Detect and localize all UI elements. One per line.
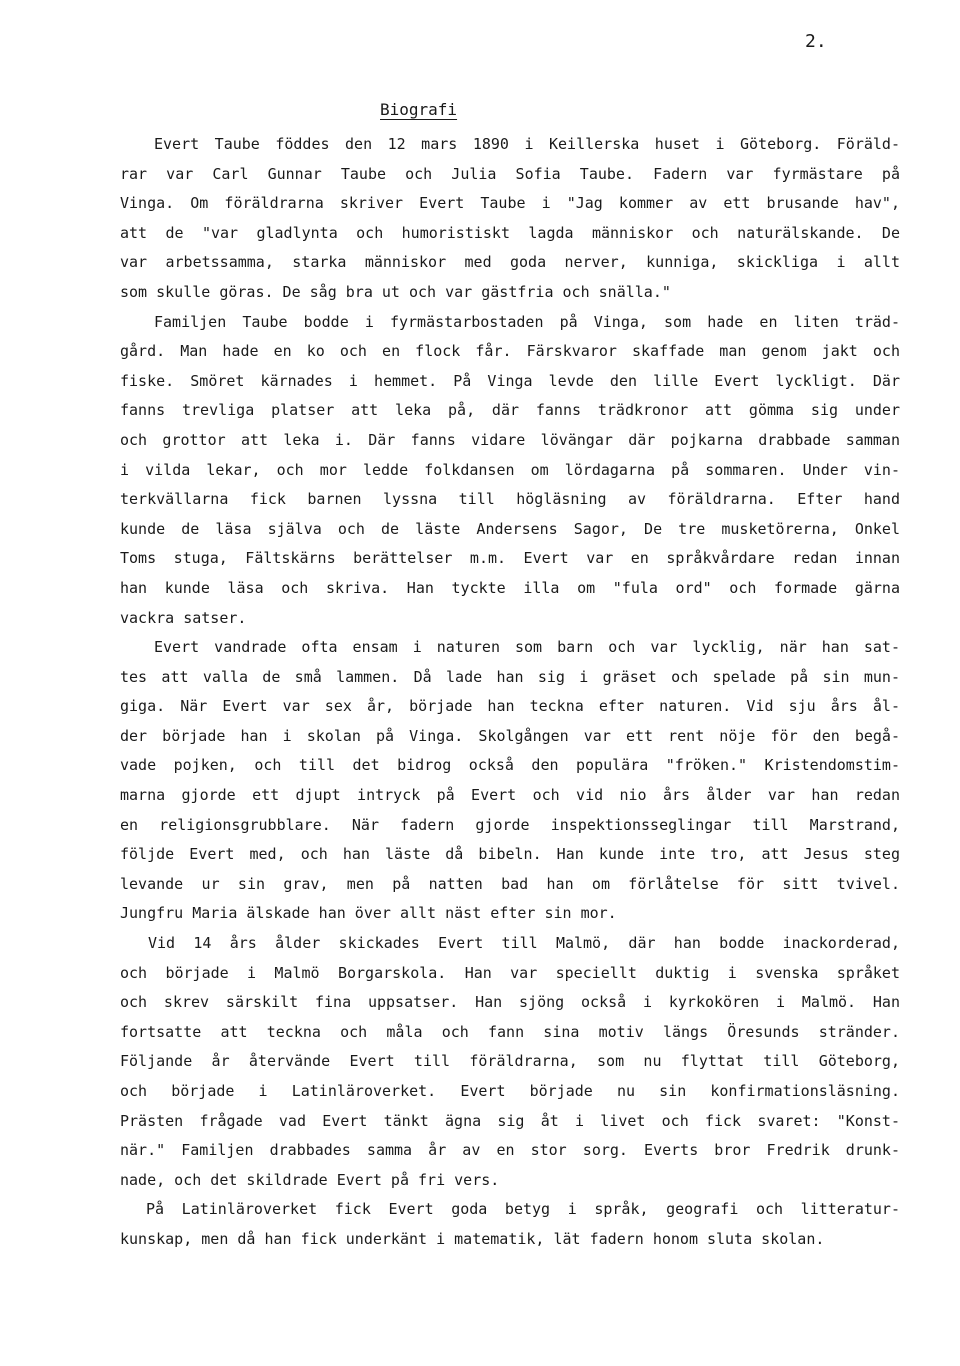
text-line: Jungfru Maria älskade han över allt näst efter sin mor. bbox=[120, 904, 617, 923]
text-line: som skulle göras. De såg bra ut och var gästfria och snälla." bbox=[120, 282, 671, 301]
text-line: Vinga. Om föräldrarna skriver Evert Taube i "Jag kommer av ett brusande hav", bbox=[120, 194, 900, 213]
paragraph bbox=[120, 1195, 900, 1254]
text-line: terkvällarna fick barnen lyssna till högläsning av föräldrarna. Efter hand bbox=[120, 490, 900, 509]
text-line: att de "var gladlynta och humoristiskt lagda människor och naturälskande. De bbox=[120, 223, 900, 242]
text-line: gård. Man hade en ko och en flock får. Färskvaror skaffade man genom jakt och bbox=[120, 342, 900, 361]
paragraph bbox=[120, 308, 900, 634]
text-line: i vilda lekar, och mor ledde folkdansen om lördagarna på sommaren. Under vin- bbox=[120, 460, 900, 479]
text-line: giga. När Evert var sex år, började han teckna efter naturen. Vid sju års ål- bbox=[120, 697, 900, 716]
text-line: Följande år återvände Evert till föräldrarna, som nu flyttat till Göteborg, bbox=[120, 1052, 900, 1071]
paragraph bbox=[120, 929, 900, 1195]
text-line: kunde de läsa själva och de läste Andersens Sagor, De tre musketörerna, Onkel bbox=[120, 519, 900, 538]
text-line: och började i Latinläroverket. Evert började nu sin konfirmationsläsning. bbox=[120, 1082, 900, 1100]
text-line: rar var Carl Gunnar Taube och Julia Sofia Taube. Fadern var fyrmästare på bbox=[120, 164, 900, 183]
text-line: der började han i skolan på Vinga. Skolgången var ett rent nöje för den begå- bbox=[120, 726, 900, 745]
text-line: och började i Malmö Borgarskola. Han var speciellt duktig i svenska språket bbox=[120, 963, 900, 982]
text-line: vade pojken, och till det bidrog också den populära "fröken." Kristendomstim- bbox=[120, 756, 900, 775]
text-line: var arbetssamma, starka människor med goda nerver, kunniga, skickliga i allt bbox=[120, 253, 900, 272]
text-line: Toms stuga, Fältskärns berättelser m.m. Evert var en språkvårdare redan innan bbox=[120, 549, 900, 568]
body-text bbox=[120, 130, 900, 1255]
text-line: och skrev särskilt fina uppsatser. Han sjöng också i kyrkokören i Malmö. Han bbox=[120, 993, 900, 1012]
page-title: Biografi bbox=[380, 100, 458, 119]
text-line: vackra satser. bbox=[120, 608, 247, 627]
text-line: en religionsgrubblare. När fadern gjorde inspektionsseglingar till Marstrand, bbox=[120, 815, 900, 834]
page-number: 2. bbox=[805, 31, 827, 52]
text-line: Evert Taube föddes den 12 mars 1890 i Keillerska huset i Göteborg. Föräld- bbox=[154, 135, 900, 153]
text-line: fiske. Smöret kärnades i hemmet. På Vinga levde den lille Evert lyckligt. Där bbox=[120, 371, 900, 390]
text-line: Prästen frågade vad Evert tänkt ägna sig åt i livet och fick svaret: "Konst- bbox=[120, 1111, 900, 1130]
text-line: Familjen Taube bodde i fyrmästarbostaden på Vinga, som hade en liten träd- bbox=[154, 312, 900, 331]
text-line: marna gjorde ett djupt intryck på Evert och vid nio års ålder var han redan bbox=[120, 786, 900, 805]
paragraph bbox=[120, 130, 900, 308]
text-line: fanns trevliga platser att leka på, där fanns trädkronor att gömma sig under bbox=[120, 401, 900, 420]
text-line: och grottor att leka i. Där fanns vidare lövängar där pojkarna drabbade samman bbox=[120, 430, 900, 449]
text-line: tes att valla de små lammen. Då lade han sig i gräset och spelade på sin mun- bbox=[120, 667, 900, 686]
text-line: levande ur sin grav, men på natten bad han om förlåtelse för sitt tvivel. bbox=[120, 874, 900, 893]
text-line: följde Evert med, och han läste då bibeln. Han kunde inte tro, att Jesus steg bbox=[120, 845, 900, 864]
paragraph bbox=[120, 633, 900, 929]
text-line: fortsatte att teckna och måla och fann sina motiv längs Öresunds stränder. bbox=[120, 1022, 900, 1041]
text-line: Evert vandrade ofta ensam i naturen som barn och var lycklig, när han sat- bbox=[154, 638, 900, 657]
text-line: när." Familjen drabbades samma år av en stor sorg. Everts bror Fredrik drunk- bbox=[120, 1141, 900, 1160]
text-line: På Latinläroverket fick Evert goda betyg i språk, geografi och litteratur- bbox=[146, 1200, 900, 1219]
text-line: nade, och det skildrade Evert på fri vers. bbox=[120, 1170, 500, 1189]
text-line: Vid 14 års ålder skickades Evert till Malmö, där han bodde inackorderad, bbox=[148, 934, 900, 953]
text-line: han kunde läsa och skriva. Han tyckte illa om "fula ord" och formade gärna bbox=[120, 578, 900, 597]
text-line: kunskap, men då han fick underkänt i matematik, lät fadern honom sluta skolan. bbox=[120, 1229, 825, 1248]
